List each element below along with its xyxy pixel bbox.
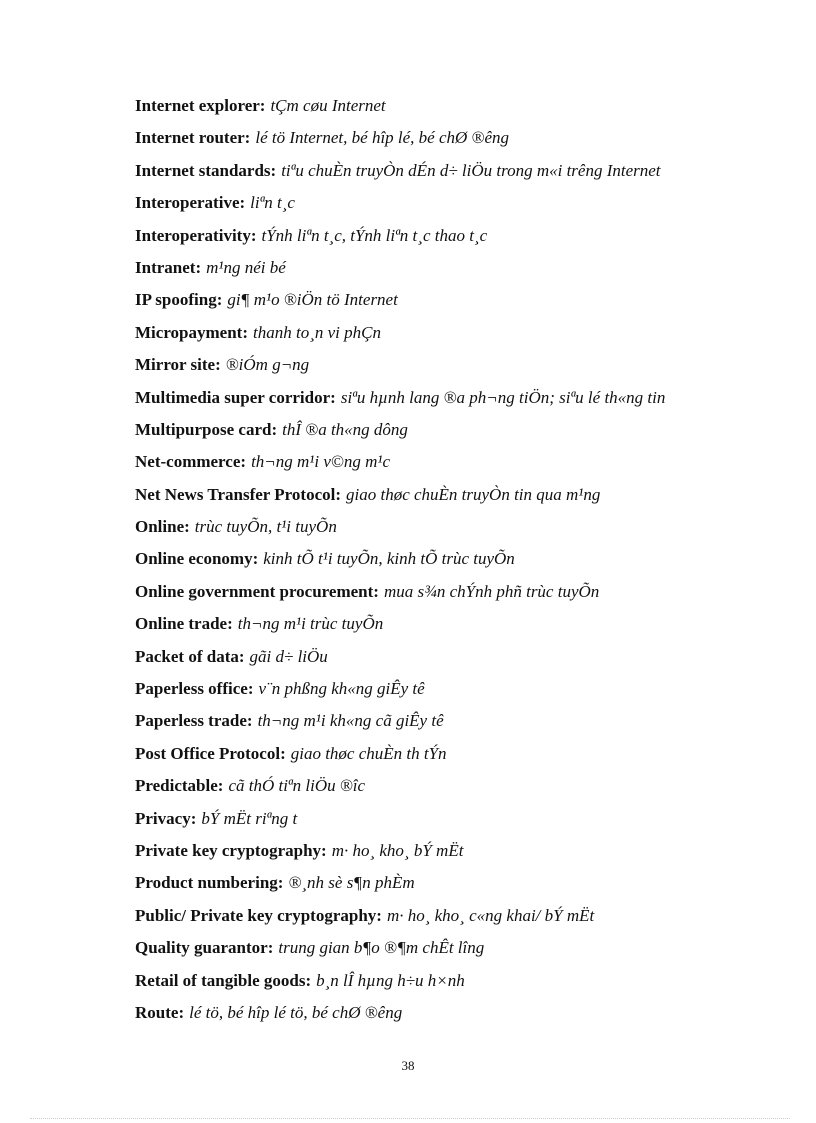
- glossary-entry: [135, 578, 785, 610]
- glossary-term: Paperless office:: [135, 679, 254, 699]
- glossary-definition: thÎ ®a th«ng dông: [282, 419, 408, 439]
- glossary-term: Online economy:: [135, 549, 259, 569]
- glossary-entry: [135, 902, 785, 934]
- glossary-term: Multipurpose card:: [135, 419, 278, 439]
- glossary-definition: th¬ng m¹i trùc tuyÕn: [237, 614, 384, 634]
- glossary-definition: gi¶ m¹o ®iÖn tö Internet: [227, 290, 398, 310]
- glossary-definition: b¸n lÎ hµng h÷u h×nh: [316, 970, 465, 990]
- glossary-definition: lé tö Internet, bé hîp lé, bé chØ ®êng: [255, 128, 510, 148]
- glossary-definition: kinh tÕ t¹i tuyÕn, kinh tÕ trùc tuyÕn: [263, 549, 515, 569]
- glossary-entry: [135, 675, 785, 707]
- page-bottom-divider: [30, 1118, 790, 1119]
- glossary-definition: lé tö, bé hîp lé tö, bé chØ ®êng: [189, 1002, 403, 1022]
- glossary-term: Online trade:: [135, 614, 233, 634]
- glossary-term: Online:: [135, 517, 190, 537]
- glossary-entry: [135, 351, 785, 383]
- glossary-entry: [135, 967, 785, 999]
- glossary-entry: [135, 416, 785, 448]
- glossary-definition: m· ho¸ kho¸ bÝ mËt: [331, 840, 464, 860]
- glossary-entry: [135, 481, 785, 513]
- glossary-entry: [135, 448, 785, 480]
- glossary-definition: tiªu chuÈn truyÒn dÉn d÷ liÖu trong m«i trêng Internet: [281, 160, 661, 180]
- glossary-term: Predictable:: [135, 776, 224, 796]
- glossary-definition: liªn t¸c: [250, 193, 295, 213]
- glossary-definition: ®¸nh sè s¶n phÈm: [288, 873, 415, 893]
- glossary-definition: cã thÓ tiªn liÖu ®îc: [228, 776, 366, 796]
- glossary-entry: [135, 805, 785, 837]
- glossary-definition: gãi d÷ liÖu: [249, 646, 328, 666]
- glossary-entry: [135, 643, 785, 675]
- glossary-term: Interoperative:: [135, 193, 246, 213]
- glossary-entry: [135, 384, 785, 416]
- glossary-entry: [135, 92, 785, 124]
- glossary-term: Internet standards:: [135, 160, 277, 180]
- glossary-definition: th¬ng m¹i kh«ng cã giÊy tê: [257, 711, 444, 731]
- glossary-term: Net-commerce:: [135, 452, 247, 472]
- glossary-entry: [135, 157, 785, 189]
- glossary-term: Route:: [135, 1002, 185, 1022]
- glossary-term: Internet router:: [135, 128, 251, 148]
- glossary-entry: [135, 319, 785, 351]
- glossary-entry: [135, 740, 785, 772]
- glossary-definition: m· ho¸ kho¸ c«ng khai/ bÝ mËt: [386, 905, 595, 925]
- glossary-entry: [135, 222, 785, 254]
- glossary-term: Privacy:: [135, 808, 197, 828]
- glossary-entry: [135, 286, 785, 318]
- page-number: 38: [401, 1058, 415, 1073]
- glossary-definition: giao thøc chuÈn th tÝn: [290, 743, 447, 763]
- glossary-term: Micropayment:: [135, 322, 248, 342]
- glossary-entry: [135, 545, 785, 577]
- glossary-term: Quality guarantor:: [135, 938, 274, 958]
- glossary-term: IP spoofing:: [135, 290, 223, 310]
- glossary-term: Public/ Private key cryptography:: [135, 905, 382, 925]
- glossary-entry: [135, 707, 785, 739]
- glossary-term: Internet explorer:: [135, 96, 266, 115]
- glossary-term: Private key cryptography:: [135, 840, 327, 860]
- glossary-term: Multimedia super corridor:: [135, 387, 336, 407]
- glossary-entry: [135, 254, 785, 286]
- glossary-entry: [135, 837, 785, 869]
- glossary-entry: [135, 610, 785, 642]
- glossary-definition: tÇm cøu Internet: [270, 96, 386, 115]
- glossary-definition: mua s¾n chÝnh phñ trùc tuyÕn: [383, 581, 600, 601]
- glossary-term: Paperless trade:: [135, 711, 253, 731]
- glossary-definition: siªu hµnh lang ®a ph¬ng tiÖn; siªu lé th«ng tin: [340, 387, 666, 407]
- glossary-term: Online government procurement:: [135, 581, 379, 601]
- glossary-term: Product numbering:: [135, 873, 284, 893]
- glossary-entry: [135, 124, 785, 156]
- glossary-term: Post Office Protocol:: [135, 743, 286, 763]
- glossary-definition: m¹ng néi bé: [206, 257, 286, 277]
- glossary-definition: giao thøc chuÈn truyÒn tin qua m¹ng: [346, 484, 601, 504]
- glossary-definition: thanh to¸n vi phÇn: [253, 322, 381, 342]
- glossary-list: [135, 92, 785, 1031]
- glossary-definition: th¬ng m¹i v©ng m¹c: [251, 452, 390, 472]
- glossary-definition: ®iÓm g¬ng: [225, 355, 310, 375]
- glossary-definition: tÝnh liªn t¸c, tÝnh liªn t¸c thao t¸c: [261, 225, 488, 245]
- glossary-definition: trung gian b¶o ®¶m chÊt lîng: [278, 938, 485, 958]
- glossary-entry: [135, 189, 785, 221]
- glossary-definition: trùc tuyÕn, t¹i tuyÕn: [194, 517, 337, 537]
- glossary-term: Packet of data:: [135, 646, 245, 666]
- glossary-entry: [135, 869, 785, 901]
- glossary-entry: [135, 934, 785, 966]
- glossary-entry: [135, 772, 785, 804]
- glossary-definition: bÝ mËt riªng t: [201, 808, 298, 828]
- glossary-term: Net News Transfer Protocol:: [135, 484, 341, 504]
- glossary-term: Retail of tangible goods:: [135, 970, 312, 990]
- glossary-term: Mirror site:: [135, 355, 221, 375]
- glossary-term: Interoperativity:: [135, 225, 257, 245]
- glossary-entry: [135, 999, 785, 1031]
- glossary-definition: v¨n phßng kh«ng giÊy tê: [258, 679, 425, 699]
- glossary-entry: [135, 513, 785, 545]
- glossary-term: Intranet:: [135, 257, 202, 277]
